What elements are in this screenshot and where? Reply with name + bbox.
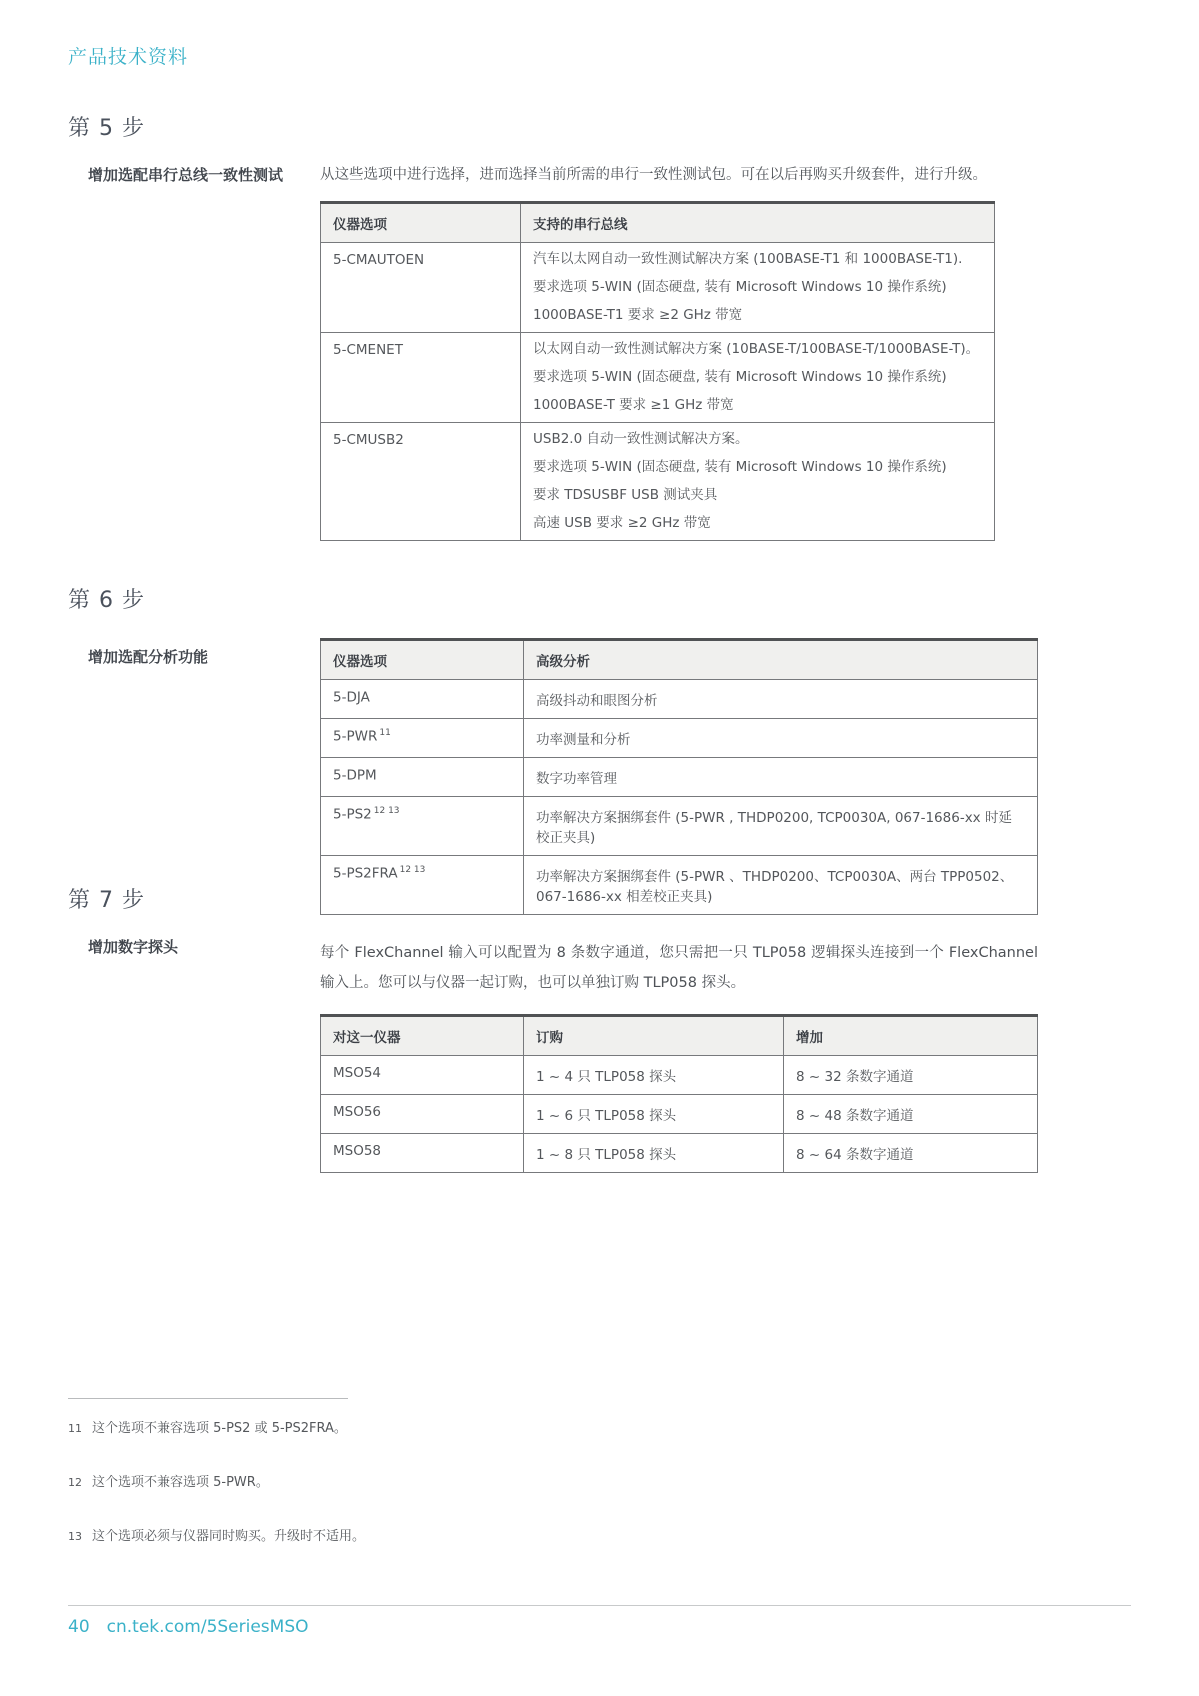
description-line: 1000BASE-T 要求 ≥1 GHz 带宽 — [533, 397, 734, 413]
table-row — [321, 797, 1038, 856]
table-row — [321, 333, 995, 423]
option-cell: 5-CMENET — [321, 333, 521, 423]
option-cell: 5-CMAUTOEN — [321, 243, 521, 333]
description-line: 1000BASE-T1 要求 ≥2 GHz 带宽 — [533, 307, 743, 323]
option-code: 5-PS2FRA — [333, 865, 398, 882]
step-7-heading: 第 7 步 — [68, 888, 145, 913]
footnote-text: 这个选项不兼容选项 5-PWR。 — [92, 1475, 269, 1490]
column-header-instrument: 对这一仪器 — [321, 1016, 524, 1056]
step-5-intro: 从这些选项中进行选择，进而选择当前所需的串行一致性测试包。可在以后再购买升级套件，进行升级。 — [320, 167, 987, 183]
step-6-heading: 第 6 步 — [68, 588, 145, 613]
footnote-12 — [68, 1475, 668, 1491]
footnote-ref: 11 — [379, 728, 391, 738]
option-cell — [321, 797, 524, 856]
table-row — [321, 1056, 1038, 1095]
footnote-number: 11 — [68, 1422, 82, 1435]
add-cell: 8 ~ 32 条数字通道 — [784, 1056, 1038, 1095]
add-cell: 8 ~ 64 条数字通道 — [784, 1134, 1038, 1173]
footer-site-link[interactable]: cn.tek.com/5SeriesMSO — [106, 1617, 309, 1637]
description-line: 要求选项 5-WIN (固态硬盘, 装有 Microsoft Windows 10 操作系统) — [533, 369, 947, 385]
footnote-number: 13 — [68, 1530, 82, 1543]
table-row — [321, 243, 995, 333]
footnotes-block — [68, 1398, 668, 1583]
order-cell: 1 ~ 6 只 TLP058 探头 — [524, 1095, 784, 1134]
description-cell — [521, 333, 995, 423]
option-code: 5-DJA — [333, 689, 370, 706]
step-6-label: 增加选配分析功能 — [88, 648, 209, 666]
footer-line — [68, 1617, 1131, 1637]
instrument-cell: MSO54 — [321, 1056, 524, 1095]
page-footer — [68, 1605, 1131, 1637]
page-number: 40 — [68, 1617, 90, 1637]
description-line: 汽车以太网自动一致性测试解决方案 (100BASE-T1 和 1000BASE-T1). — [533, 251, 963, 267]
table-row — [321, 1095, 1038, 1134]
instrument-cell: MSO56 — [321, 1095, 524, 1134]
step-5-label: 增加选配串行总线一致性测试 — [88, 166, 284, 184]
option-cell: 5-CMUSB2 — [321, 423, 521, 541]
footnote-11 — [68, 1421, 668, 1437]
step-5-heading: 第 5 步 — [68, 116, 145, 141]
step-7-paragraph: 每个 FlexChannel 输入可以配置为 8 条数字通道，您只需把一只 TLP058 逻辑探头连接到一个 FlexChannel 输入上。您可以与仪器一起订购，也可以单独订购 TLP058 探头。 — [320, 945, 1038, 991]
step-5-body — [68, 166, 1131, 541]
column-header-option: 仪器选项 — [321, 203, 521, 243]
option-code: 5-PS2 — [333, 806, 372, 823]
column-header-option: 仪器选项 — [321, 640, 524, 680]
description-cell: 数字功率管理 — [524, 758, 1038, 797]
step-7-content — [320, 938, 1131, 1173]
column-header-analysis: 高级分析 — [524, 640, 1038, 680]
table-row — [321, 758, 1038, 797]
step-6-content — [320, 638, 1131, 915]
option-code: 5-DPM — [333, 767, 377, 784]
description-cell — [521, 423, 995, 541]
table-row — [321, 680, 1038, 719]
table-row — [321, 719, 1038, 758]
description-line: 要求 TDSUSBF USB 测试夹具 — [533, 487, 718, 503]
order-cell: 1 ~ 8 只 TLP058 探头 — [524, 1134, 784, 1173]
step-7-section — [68, 888, 1131, 1173]
column-header-add: 增加 — [784, 1016, 1038, 1056]
footnote-ref: 12 13 — [399, 865, 426, 875]
table-row — [321, 423, 995, 541]
analysis-options-table — [320, 638, 1038, 915]
description-cell — [521, 243, 995, 333]
doc-type-label: 产品技术资料 — [68, 46, 189, 68]
step-7-label: 增加数字探头 — [88, 938, 179, 956]
description-cell: 功率解决方案捆绑套件 (5-PWR 、THDP0200、TCP0030A、两台 TPP0502、067-1686-xx 相差校正夹具) — [524, 856, 1038, 915]
step-5-section — [68, 116, 1131, 541]
footnote-text: 这个选项必须与仪器同时购买。升级时不适用。 — [92, 1529, 366, 1544]
footnote-divider — [68, 1398, 348, 1399]
add-cell: 8 ~ 48 条数字通道 — [784, 1095, 1038, 1134]
digital-probes-table — [320, 1014, 1038, 1173]
step-7-body — [68, 938, 1131, 1173]
option-cell — [321, 758, 524, 797]
column-header-order: 订购 — [524, 1016, 784, 1056]
serial-compliance-table — [320, 201, 995, 541]
description-line: 以太网自动一致性测试解决方案 (10BASE-T/100BASE-T/1000BASE-T)。 — [533, 341, 980, 357]
description-line: 高速 USB 要求 ≥2 GHz 带宽 — [533, 515, 711, 531]
footer-divider — [68, 1605, 1131, 1606]
step-6-section — [68, 588, 1131, 915]
footnote-ref: 12 13 — [373, 806, 400, 816]
description-cell: 高级抖动和眼图分析 — [524, 680, 1038, 719]
table-row — [321, 1134, 1038, 1173]
description-cell: 功率解决方案捆绑套件 (5-PWR , THDP0200, TCP0030A, 067-1686-xx 时延校正夹具) — [524, 797, 1038, 856]
step-5-content — [320, 166, 1131, 541]
footnote-number: 12 — [68, 1476, 82, 1489]
instrument-cell: MSO58 — [321, 1134, 524, 1173]
order-cell: 1 ~ 4 只 TLP058 探头 — [524, 1056, 784, 1095]
table-header-row — [321, 1016, 1038, 1056]
option-cell — [321, 719, 524, 758]
footnote-13 — [68, 1529, 668, 1545]
option-cell — [321, 680, 524, 719]
description-line: USB2.0 自动一致性测试解决方案。 — [533, 431, 749, 447]
option-code: 5-PWR — [333, 728, 378, 745]
description-cell: 功率测量和分析 — [524, 719, 1038, 758]
table-header-row — [321, 640, 1038, 680]
step-6-body — [68, 638, 1131, 915]
footnote-text: 这个选项不兼容选项 5-PS2 或 5-PS2FRA。 — [92, 1421, 347, 1436]
column-header-buses: 支持的串行总线 — [521, 203, 995, 243]
description-line: 要求选项 5-WIN (固态硬盘, 装有 Microsoft Windows 10 操作系统) — [533, 279, 947, 295]
table-header-row — [321, 203, 995, 243]
description-line: 要求选项 5-WIN (固态硬盘, 装有 Microsoft Windows 10 操作系统) — [533, 459, 947, 475]
